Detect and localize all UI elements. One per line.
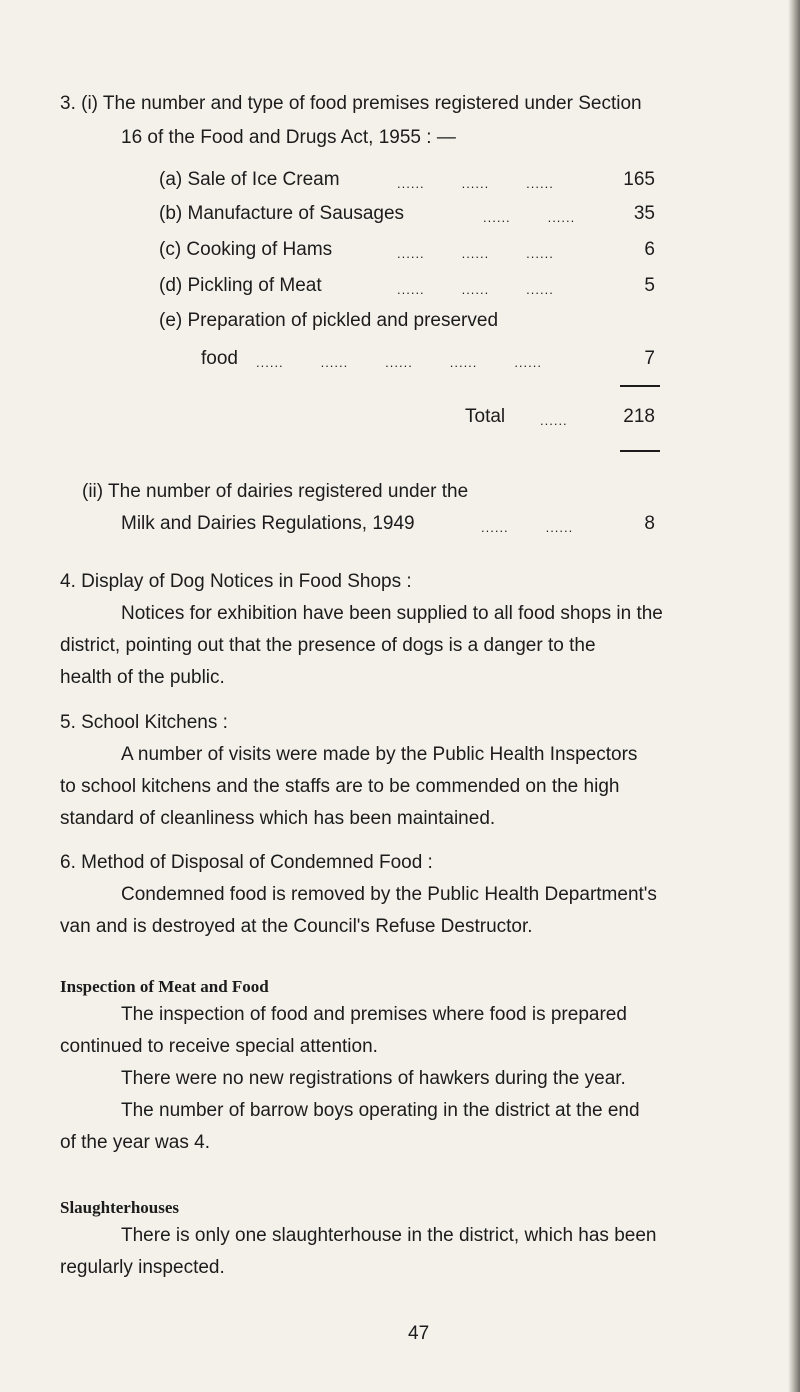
section4-line-1: Notices for exhibition have been supplied to all food shops in the [121, 603, 663, 624]
inspection-line-1: The inspection of food and premises where food is prepared [121, 1004, 627, 1025]
slaughter-line-2: regularly inspected. [60, 1257, 225, 1278]
item-a-leader: ...... ...... ...... [397, 176, 554, 191]
item-d-label: (d) Pickling of Meat [159, 275, 322, 296]
section5-line-1: A number of visits were made by the Public Health Inspectors [121, 744, 638, 765]
item-a-value: 165 [623, 169, 655, 190]
section3-ii-line2: Milk and Dairies Regulations, 1949 [121, 513, 415, 534]
section5-line-2: to school kitchens and the staffs are to be commended on the high [60, 776, 620, 797]
item-e-leader: ...... ...... ...... ...... ...... [256, 355, 542, 370]
item-c-leader: ...... ...... ...... [397, 246, 554, 261]
item-a-label: (a) Sale of Ice Cream [159, 169, 340, 190]
item-d-value: 5 [644, 275, 655, 296]
section5-title: 5. School Kitchens : [60, 712, 228, 733]
item-e-value: 7 [644, 348, 655, 369]
page-edge-shadow [788, 0, 800, 1392]
item-c-value: 6 [644, 239, 655, 260]
inspection-line-2: continued to receive special attention. [60, 1036, 378, 1057]
inspection-line-3: There were no new registrations of hawkers during the year. [121, 1068, 626, 1089]
section4-line-3: health of the public. [60, 667, 225, 688]
section6-title: 6. Method of Disposal of Condemned Food : [60, 852, 433, 873]
section4-title: 4. Display of Dog Notices in Food Shops : [60, 571, 412, 592]
item-b-leader: ...... ...... [483, 210, 576, 225]
item-b-label: (b) Manufacture of Sausages [159, 203, 405, 224]
item-b-value: 35 [633, 203, 655, 224]
item-e-label-line2: food [201, 348, 238, 369]
item-d-leader: ...... ...... ...... [397, 282, 554, 297]
ii-leader: ...... ...... [481, 520, 574, 535]
section3-ii-line1: (ii) The number of dairies registered under the [82, 481, 469, 502]
total-rule-bottom [620, 450, 660, 452]
total-value: 218 [623, 406, 655, 427]
total-rule-top [620, 385, 660, 387]
slaughter-heading: Slaughterhouses [60, 1198, 180, 1217]
inspection-line-5: of the year was 4. [60, 1132, 210, 1153]
section3-intro-line2: 16 of the Food and Drugs Act, 1955 : — [121, 127, 456, 148]
total-label: Total [465, 406, 506, 427]
ii-value: 8 [644, 513, 655, 534]
section3-intro-line1: 3. (i) The number and type of food premises registered under Section [60, 93, 642, 114]
item-c-label: (c) Cooking of Hams [159, 239, 333, 260]
slaughter-line-1: There is only one slaughterhouse in the district, which has been [121, 1225, 657, 1246]
section4-line-2: district, pointing out that the presence of dogs is a danger to the [60, 635, 596, 656]
inspection-heading: Inspection of Meat and Food [60, 977, 269, 996]
section5-line-3: standard of cleanliness which has been maintained. [60, 808, 496, 829]
section6-line-1: Condemned food is removed by the Public Health Department's [121, 884, 657, 905]
section6-line-2: van and is destroyed at the Council's Refuse Destructor. [60, 916, 533, 937]
inspection-line-4: The number of barrow boys operating in the district at the end [121, 1100, 640, 1121]
total-leader: ...... [540, 413, 568, 428]
item-e-label-line1: (e) Preparation of pickled and preserved [159, 310, 499, 331]
page-number: 47 [408, 1323, 430, 1344]
